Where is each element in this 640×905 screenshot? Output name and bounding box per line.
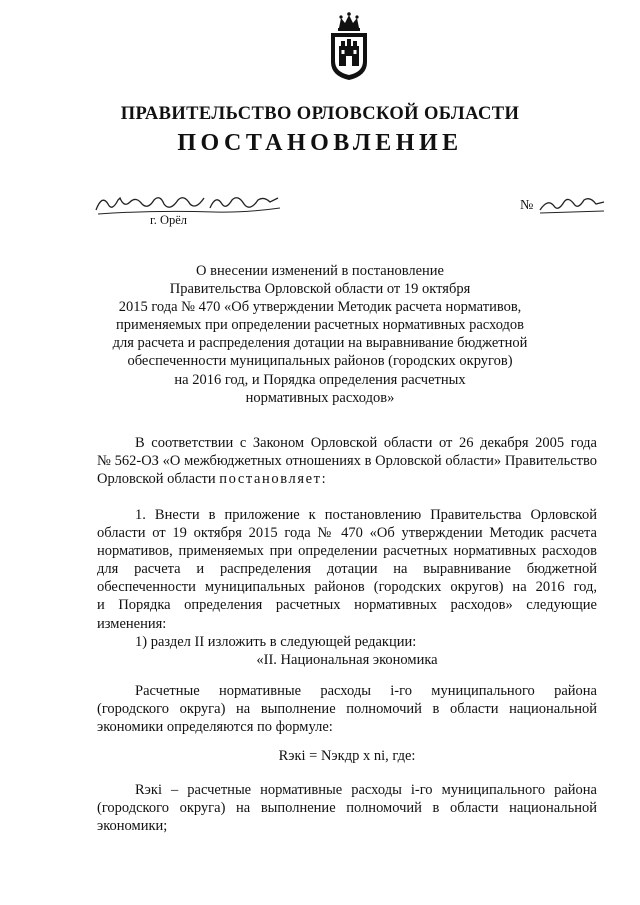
item-line: для расчета и распределения дотации на выравнивание бюджетной — [97, 561, 597, 578]
definition-line: экономики; — [97, 818, 168, 835]
item-1-paragraph — [97, 506, 597, 669]
decree-title: ПОСТАНОВЛЕНИЕ — [177, 130, 463, 156]
coat-of-arms-emblem — [327, 12, 371, 82]
item-line: нормативов, применяемых при определении расчетных нормативных расходов — [97, 543, 597, 560]
decrees-word: постановляет: — [219, 471, 328, 488]
definition-line: Rэкi – расчетные нормативные расходы i-го муниципального района — [135, 782, 597, 798]
government-title: ПРАВИТЕЛЬСТВО ОРЛОВСКОЙ ОБЛАСТИ — [120, 104, 520, 124]
preamble-text: Орловской области — [97, 471, 220, 488]
subject-line: 2015 года № 470 «Об утверждении Методик расчета нормативов, — [118, 299, 522, 316]
definition-paragraph — [97, 781, 597, 835]
number-label: № — [520, 198, 534, 213]
calculation-paragraph — [97, 682, 597, 736]
subject-line: Правительства Орловской области от 19 октября — [169, 281, 471, 298]
subject-line: для расчета и распределения дотации на выравнивание бюджетной — [112, 335, 528, 352]
calc-line: экономики определяются по формуле: — [97, 719, 333, 736]
handwritten-number — [538, 192, 606, 216]
section-title: «II. Национальная экономика — [256, 651, 438, 668]
subject-line: О внесении изменений в постановление — [196, 263, 444, 279]
item-line: 1. Внести в приложение к постановлению Правительства Орловской — [135, 507, 597, 523]
subject-line: нормативных расходов» — [245, 389, 395, 406]
formula: Rэкi = Nэкдр x ni, где: — [278, 748, 416, 764]
item-line: изменения: — [97, 615, 167, 632]
subject-line: применяемых при определении расчетных нормативных расходов — [115, 317, 525, 334]
definition-line: (городского округа) на выполнение полномочий в области национальной — [97, 800, 597, 817]
item-line: области от 19 октября 2015 года № 470 «Об утверждении Методик расчета — [97, 525, 597, 542]
subitem-line: 1) раздел II изложить в следующей редакции: — [135, 633, 417, 650]
subject-line: обеспеченности муниципальных районов (городских округов) — [127, 353, 513, 370]
calc-line: (городского округа) на выполнение полномочий в области национальной — [97, 701, 597, 718]
preamble-line — [97, 470, 597, 488]
subject-line: на 2016 год, и Порядка определения расчетных — [174, 371, 466, 388]
preamble-line: В соответствии с Законом Орловской области от 26 декабря 2005 года — [135, 435, 597, 451]
preamble-paragraph — [97, 434, 597, 488]
item-line: и Порядка определения расчетных нормативных расходов» следующие — [97, 597, 597, 614]
item-line: обеспеченности муниципальных районов (городских округов) на 2016 год, — [97, 579, 597, 596]
handwritten-date — [94, 190, 284, 218]
calc-line: Расчетные нормативные расходы i-го муниципального района — [135, 683, 597, 699]
preamble-line: № 562-ОЗ «О межбюджетных отношениях в Орловской области» Правительство — [97, 453, 597, 470]
city-label: г. Орёл — [150, 213, 188, 227]
decree-subject — [110, 262, 530, 407]
